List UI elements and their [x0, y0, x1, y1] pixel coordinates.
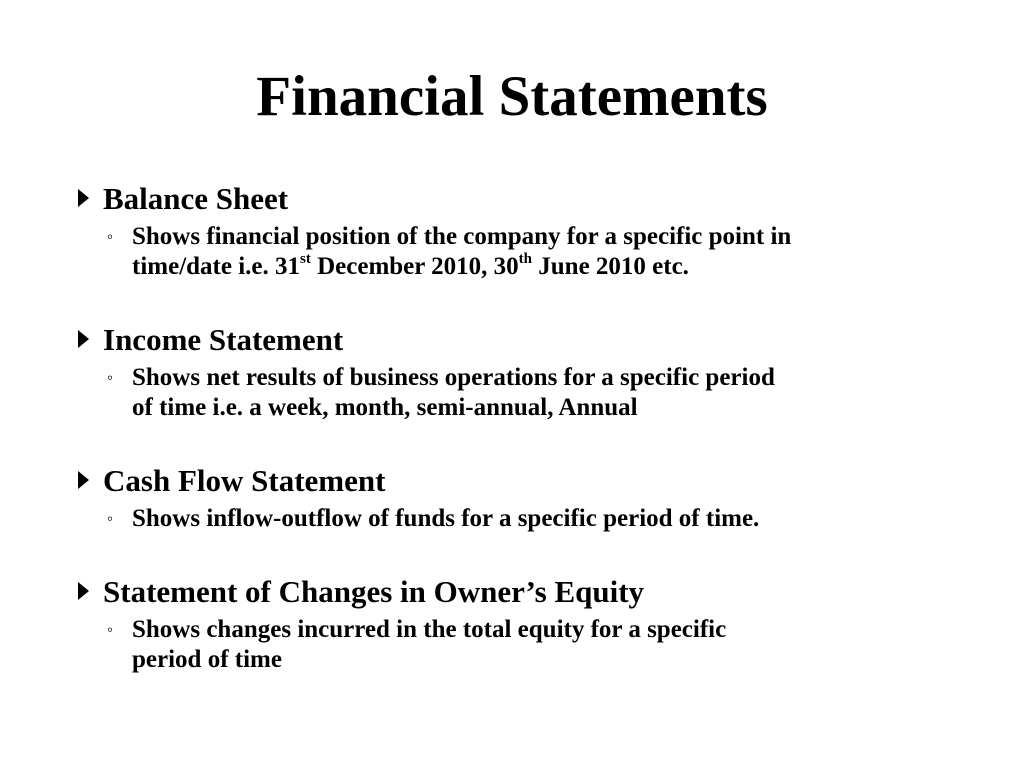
slide-title: Financial Statements: [256, 65, 768, 128]
triangle-bullet-icon: [78, 189, 89, 207]
bullet-heading: Statement of Changes in Owner’s Equity: [103, 574, 645, 609]
hollow-circle-bullet-icon: ◦: [106, 509, 114, 528]
bullet-balance-sheet: [78, 181, 288, 217]
bullet-owners-equity-statement: [78, 574, 644, 610]
bullet-income-statement: [78, 322, 343, 358]
sub-bullet-income-statement: [100, 363, 980, 423]
sub-bullet-cash-flow-statement: [100, 504, 980, 534]
sub-bullet-text: [132, 222, 980, 282]
bullet-heading: Income Statement: [103, 322, 344, 357]
sub-bullet-text: [132, 504, 980, 534]
detail-line-2: period of time: [132, 646, 282, 673]
sub-bullet-text: [132, 363, 980, 423]
sub-bullet-owners-equity-statement: [100, 615, 980, 675]
hollow-circle-bullet-icon: ◦: [106, 227, 114, 246]
sub-bullet-text: [132, 615, 980, 675]
bullet-heading: Cash Flow Statement: [103, 463, 386, 498]
detail-line-1: Shows inflow-outflow of funds for a specific period of time.: [132, 505, 760, 532]
detail-line-1: Shows financial position of the company for a specific point in: [132, 223, 792, 250]
bullet-heading: Balance Sheet: [103, 181, 289, 216]
detail-line-2a: time/date i.e. 31: [132, 253, 301, 280]
detail-line-2b: December 2010, 30: [310, 253, 519, 280]
detail-line-2: of time i.e. a week, month, semi-annual, Annual: [132, 394, 638, 421]
triangle-bullet-icon: [78, 330, 89, 348]
superscript-th: th: [518, 251, 533, 267]
sub-bullet-balance-sheet: [100, 222, 980, 282]
detail-line-2c: June 2010 etc.: [532, 253, 689, 280]
hollow-circle-bullet-icon: ◦: [106, 368, 114, 387]
superscript-st: st: [300, 251, 311, 267]
bullet-cash-flow-statement: [78, 463, 385, 499]
triangle-bullet-icon: [78, 471, 89, 489]
detail-line-1: Shows net results of business operations for a specific period: [132, 364, 775, 391]
hollow-circle-bullet-icon: ◦: [106, 620, 114, 639]
triangle-bullet-icon: [78, 582, 89, 600]
detail-line-1: Shows changes incurred in the total equity for a specific: [132, 616, 727, 643]
